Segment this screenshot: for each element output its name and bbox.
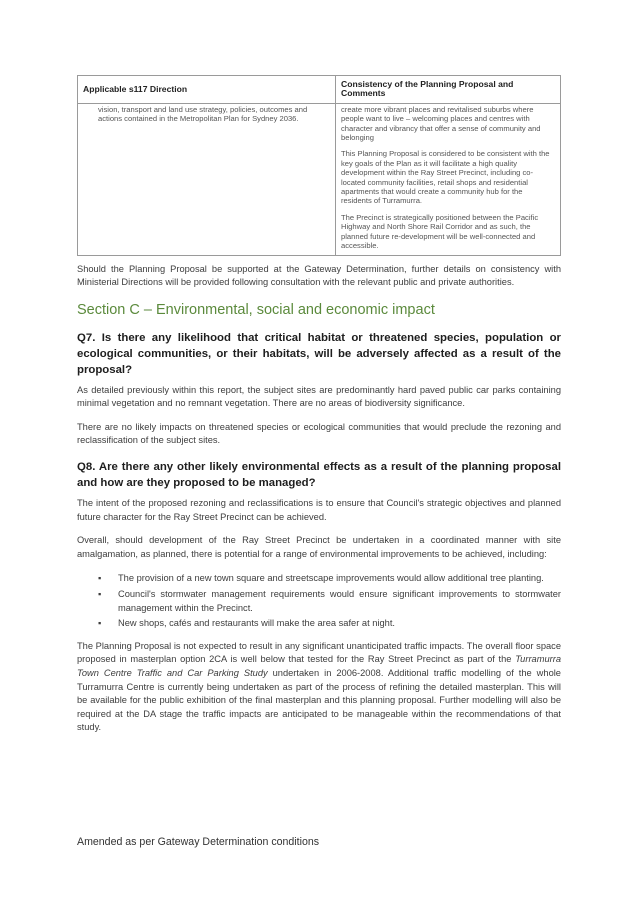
list-item (77, 617, 561, 631)
s117-direction-table (77, 75, 561, 256)
traffic-text-start: The Planning Proposal is not expected to result in any significant unanticipated traffic impacts. The overall floor space proposed in masterplan option 2CA is well below that tested for the Ray Street Precinct as part of the (77, 640, 561, 665)
q7-paragraph-1: As detailed previously within this report, the subject sites are predominantly hard paved public car parks containing minimal vegetation and no remnant vegetation. There are no areas of biodiversity significance. (77, 384, 561, 409)
bullet-icon: ▪ (98, 589, 102, 600)
traffic-text-end: undertaken in 2006-2008. Additional traffic modelling of the whole Turramurra Centre is currently being undertaken as part of the process of refining the detailed masterplan. This will be available for the public exhibition of the final masterplan and this planning proposal. Further modelling will also be required at the DA stage the traffic impacts are anticipated to be manageable within the recommendations of that study. (77, 668, 561, 733)
table-cell-consistency (336, 103, 561, 255)
document-page (77, 75, 561, 735)
q8-heading: Q8. Are there any other likely environmental effects as a result of the planning proposal and how are they proposed to be managed? (77, 461, 561, 490)
environmental-improvements-list (77, 572, 561, 630)
q8-paragraph-2: Overall, should development of the Ray Street Precinct be undertaken in a coordinated manner with site amalgamation, as planned, there is potential for a range of environmental improvements to be achieved, including: (77, 535, 561, 559)
q8-paragraph-1: The intent of the proposed rezoning and reclassifications is to ensure that Council's strategic objectives and planned future character for the Ray Street Precinct can be achieved. (77, 498, 561, 522)
table-header-direction: Applicable s117 Direction (78, 76, 336, 104)
cell-paragraph: This Planning Proposal is considered to be consistent with the key goals of the Plan as it will facilitate a high quality development within the Ray Street Precinct, including co-located community facilities, retail shops and residential apartments that would create a community hub for the residents of Turramurra. (341, 149, 550, 206)
table-header-row (78, 76, 561, 104)
list-item-text: The provision of a new town square and streetscape improvements would allow additional tree planting. (118, 573, 544, 584)
list-item-text: New shops, cafés and restaurants will make the area safer at night. (118, 618, 395, 629)
table-row (78, 103, 561, 255)
page-footer: Amended as per Gateway Determination conditions (77, 836, 320, 848)
traffic-study-title: Turramurra Town Centre Traffic and Car Parking Study (77, 654, 561, 678)
section-c-heading: Section C – Environmental, social and economic impact (77, 301, 435, 318)
table-header-consistency: Consistency of the Planning Proposal and Comments (336, 76, 561, 104)
list-item (77, 572, 561, 586)
list-item-text: Council's stormwater management requirements would ensure significant improvements to stormwater management within the Precinct. (118, 589, 561, 613)
q7-paragraph-2: There are no likely impacts on threatened species or ecological communities that would preclude the rezoning and reclassification of the subject sites. (77, 421, 561, 446)
list-item (77, 588, 561, 615)
table-cell-direction: vision, transport and land use strategy, policies, outcomes and actions contained in the Metropolitan Plan for Sydney 2036. (78, 103, 336, 255)
cell-paragraph: The Precinct is strategically positioned between the Pacific Highway and North Shore Rail Corridor and as such, the planned future re-development will be well-connected and accessible. (341, 212, 539, 251)
gateway-paragraph: Should the Planning Proposal be supported at the Gateway Determination, further details on consistency with Ministerial Directions will be provided following consultation with the relevant public and private authorities. (77, 263, 561, 288)
bullet-icon: ▪ (98, 618, 102, 629)
q7-heading: Q7. Is there any likelihood that critical habitat or threatened species, population or ecological communities, or their habitats, will be adversely affected as a result of the proposal? (77, 331, 561, 376)
cell-paragraph: create more vibrant places and revitalised suburbs where people want to live – welcoming places and centres with character and vibrancy that offer a sense of community and belonging (341, 104, 541, 143)
bullet-icon: ▪ (98, 573, 102, 584)
traffic-paragraph (77, 640, 561, 735)
